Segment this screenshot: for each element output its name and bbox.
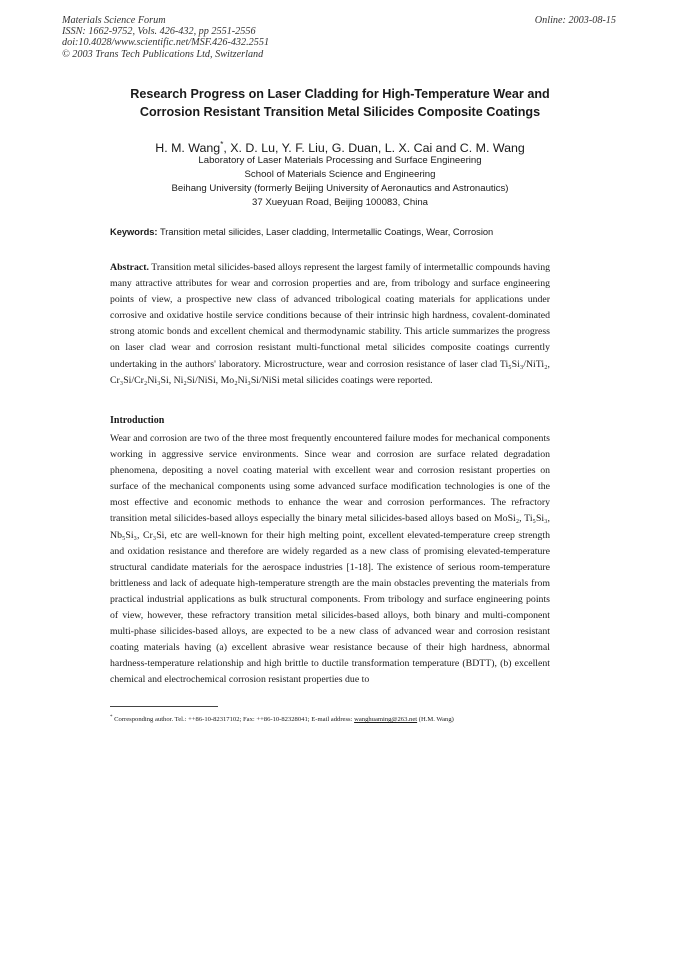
formula-cr3si: Cr₃Si/Cr₂Ni₃Si, (110, 374, 174, 386)
footnote (110, 713, 570, 724)
abstract-label: Abstract. (110, 262, 149, 273)
footnote-text: Corresponding author. Tel.: ++86-10-82317102; Fax: ++86-10-82328041; E-mail address: (112, 716, 355, 724)
affiliation-line-1: Laboratory of Laser Materials Processing and Surface Engineering (198, 155, 482, 166)
other-authors: , X. D. Lu, Y. F. Liu, G. Duan, L. X. Cai and C. M. Wang (223, 141, 525, 156)
affiliation-line-2: School of Materials Science and Engineering (244, 169, 436, 180)
corresponding-mark: * (220, 140, 224, 149)
title-line-2: Corrosion Resistant Transition Metal Silicides Composite Coatings (139, 104, 541, 119)
intro-silicides: MoSi₂, Ti₅Si₃, Nb₅Si₃, Cr₃Si, (110, 513, 550, 541)
affiliation-line-3: Beihang University (formerly Beijing University of Aeronautics and Astronautics) (171, 183, 509, 194)
journal-header (62, 15, 269, 60)
footnote-mark: * (110, 715, 113, 720)
keywords-label: Keywords: (110, 227, 158, 237)
formula-ni2si: Ni₂Si/NiSi, (173, 374, 221, 386)
paper-title (90, 86, 590, 121)
doi-line: doi:10.4028/www.scientific.net/MSF.426-432.2551 (62, 37, 270, 49)
keywords-text: Transition metal silicides, Laser cladding, Intermetallic Coatings, Wear, Corrosion (157, 227, 494, 237)
section-heading-introduction: Introduction (110, 415, 165, 426)
first-author: H. M. Wang (155, 141, 221, 156)
journal-name: Materials Science Forum (62, 15, 166, 26)
affiliation (90, 154, 590, 210)
intro-part-1: Wear and corrosion are two of the three most frequently encountered failure modes for mechanical components working in aggressive service environments. Since wear and corrosion are surface related degradation phenomena, depositing a novel coating material with excellent wear and corrosion resistant properties on surface of the mechanical components using some advanced surface modification technologies is one of the most effective and economic methods to enhance the wear and corrosion performances. The refractory transition metal silicides-based alloys especially the binary metal silicides-based alloys based on (110, 433, 550, 525)
footnote-rule (110, 706, 218, 707)
keywords (110, 226, 570, 238)
abstract-text: Transition metal silicides-based alloys represent the largest family of intermetallic compounds having many attractive attributes for wear and corrosion properties and are, from tribology and surface engineering points of view, a prospective new class of advanced tribological coating materials for applications under corrosive and oxidative hostile service conditions because of their intrinsic high hardness, covalent-dominated strong atomic bonds and excellent chemical and thermodynamic stability. This article summarizes the progress on laser clad wear and corrosion resistant multi-functional metal silicides composite coatings currently undertaking in the authors' laboratory. Microstructure, wear and corrosion resistance of laser clad (110, 262, 550, 370)
email-link[interactable]: wanghuaming@263.net (354, 716, 418, 724)
abstract-tail: metal silicides coatings were reported. (279, 374, 433, 386)
copyright-line: © 2003 Trans Tech Publications Ltd, Switzerland (62, 48, 264, 60)
issn-line: ISSN: 1662-9752, Vols. 426-432, pp 2551-2556 (62, 26, 256, 38)
introduction-body (110, 431, 550, 689)
formula-ti5si3: Ti₅Si₃/NiTi₂, (499, 358, 550, 370)
online-date: Online: 2003-08-15 (534, 15, 616, 26)
formula-mo2ni3si: Mo₂Ni₃Si/NiSi (220, 374, 280, 386)
affiliation-line-4: 37 Xueyuan Road, Beijing 100083, China (251, 197, 429, 208)
abstract (110, 260, 550, 389)
title-line-1: Research Progress on Laser Cladding for High-Temperature Wear and (130, 87, 550, 101)
footnote-author: (H.M. Wang) (417, 716, 454, 724)
intro-part-2: etc are well-known for their high melting point, excellent elevated-temperature creep strength and oxidation resistance and therefore are widely regarded as a new class of promising elevated-temperature structural candidate materials for the aerospace industries [1-18]. The existence of serious room-temperature brittleness and lack of adequate high-temperature strength are the main obstacles preventing the materials from practical industrial applications as bulk structural components. From tribology and surface engineering points of view, however, these refractory transition metal silicides-based alloys, both binary and multi-component multi-phase silicides-based alloys, are expected to be a new class of advanced wear and corrosion resistant coating materials having (a) excellent abrasive wear resistance because of their high hardness, abnormal hardness-temperature relationship and high brittle to ductile transformation temperature (BDTT), (b) excellent chemical and electrochemical corrosion resistant properties due to (110, 529, 550, 686)
